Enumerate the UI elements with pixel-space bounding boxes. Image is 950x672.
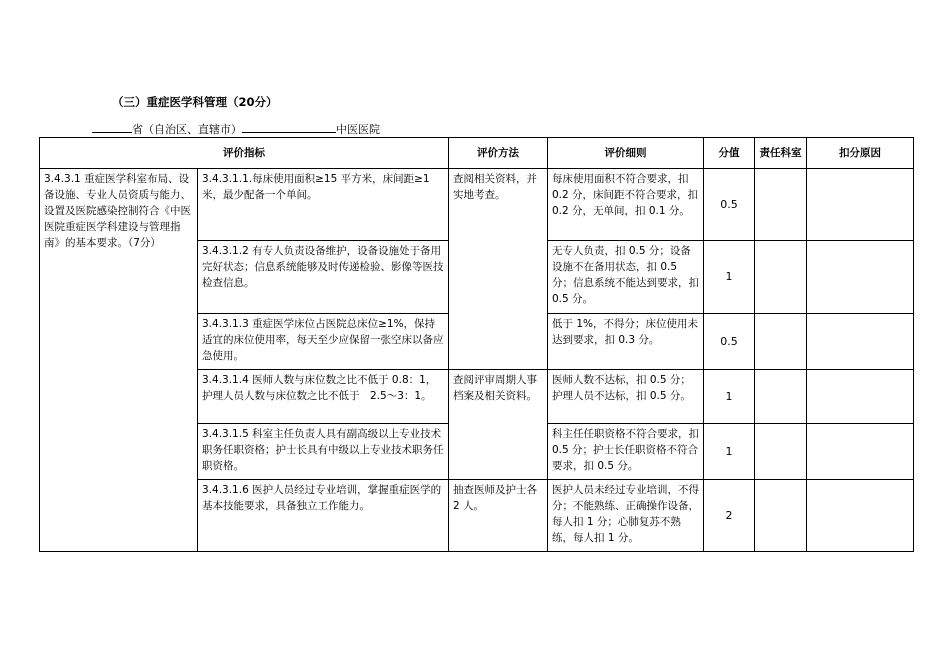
reason-cell[interactable] <box>807 314 914 370</box>
dept-cell[interactable] <box>755 480 807 552</box>
sub-indicator-cell: 3.4.3.1.2 有专人负责设备维护，设备设施处于备用完好状态；信息系统能够及时传递检验、影像等医技检查信息。 <box>198 241 449 314</box>
detail-cell: 科主任任职资格不符合要求，扣 0.5 分；护士长任职资格不符合要求，扣 0.5 分。 <box>548 424 704 480</box>
reason-cell[interactable] <box>807 480 914 552</box>
dept-cell[interactable] <box>755 241 807 314</box>
dept-cell[interactable] <box>755 169 807 241</box>
header-score: 分值 <box>704 138 755 169</box>
detail-cell: 低于 1%，不得分；床位使用未达到要求，扣 0.3 分。 <box>548 314 704 370</box>
main-indicator-cell: 3.4.3.1 重症医学科室布局、设备设施、专业人员资质与能力、设置及医院感染控制符合《中医医院重症医学科建设与管理指南》的基本要求。（7分） <box>40 169 198 552</box>
method-cell: 抽查医师及护士各 2 人。 <box>449 480 548 552</box>
reason-cell[interactable] <box>807 370 914 424</box>
section-title: （三）重症医学科管理（20分） <box>112 95 278 109</box>
sub-indicator-cell: 3.4.3.1.1.每床使用面积≥15 平方米，床间距≥1 米，最少配备一个单间。 <box>198 169 449 241</box>
reason-cell[interactable] <box>807 169 914 241</box>
sub-indicator-cell: 3.4.3.1.6 医护人员经过专业培训，掌握重症医学的基本技能要求，具备独立工作能力。 <box>198 480 449 552</box>
sub-indicator-cell: 3.4.3.1.5 科室主任负责人具有副高级以上专业技术职务任职资格；护士长具有中级以上专业技术职务任职资格。 <box>198 424 449 480</box>
reason-cell[interactable] <box>807 241 914 314</box>
detail-cell: 医师人数不达标，扣 0.5 分；护理人员不达标，扣 0.5 分。 <box>548 370 704 424</box>
header-details: 评价细则 <box>548 138 704 169</box>
province-blank[interactable] <box>92 121 132 133</box>
header-reason: 扣分原因 <box>807 138 914 169</box>
evaluation-table <box>39 137 914 552</box>
score-cell: 2 <box>704 480 755 552</box>
header-indicator: 评价指标 <box>40 138 449 169</box>
hospital-suffix: 中医医院 <box>336 123 380 136</box>
header-dept: 责任科室 <box>755 138 807 169</box>
method-cell: 查阅评审周期人事档案及相关资料。 <box>449 370 548 480</box>
score-cell: 1 <box>704 370 755 424</box>
sub-indicator-cell: 3.4.3.1.4 医师人数与床位数之比不低于 0.8：1，护理人员人数与床位数之比不低于 2.5～3：1。 <box>198 370 449 424</box>
reason-cell[interactable] <box>807 424 914 480</box>
detail-cell: 无专人负责，扣 0.5 分；设备设施不在备用状态，扣 0.5 分；信息系统不能达到要求，扣 0.5 分。 <box>548 241 704 314</box>
dept-cell[interactable] <box>755 370 807 424</box>
score-cell: 0.5 <box>704 169 755 241</box>
method-cell: 查阅相关资料，并实地考查。 <box>449 169 548 370</box>
score-cell: 1 <box>704 241 755 314</box>
hospital-blank[interactable] <box>242 121 336 133</box>
province-suffix: 省（自治区、直辖市） <box>132 123 242 136</box>
score-cell: 0.5 <box>704 314 755 370</box>
table-header-row <box>40 138 914 169</box>
dept-cell[interactable] <box>755 314 807 370</box>
sub-indicator-cell: 3.4.3.1.3 重症医学床位占医院总床位≥1%，保持适宜的床位使用率，每天至少应保留一张空床以备应急使用。 <box>198 314 449 370</box>
header-method: 评价方法 <box>449 138 548 169</box>
detail-cell: 医护人员未经过专业培训，不得分；不能熟练、正确操作设备，每人扣 1 分；心肺复苏不熟练，每人扣 1 分。 <box>548 480 704 552</box>
score-cell: 1 <box>704 424 755 480</box>
province-hospital-line <box>92 121 380 137</box>
dept-cell[interactable] <box>755 424 807 480</box>
detail-cell: 每床使用面积不符合要求，扣 0.2 分，床间距不符合要求，扣 0.2 分，无单间，扣 0.1 分。 <box>548 169 704 241</box>
table-row <box>40 169 914 241</box>
